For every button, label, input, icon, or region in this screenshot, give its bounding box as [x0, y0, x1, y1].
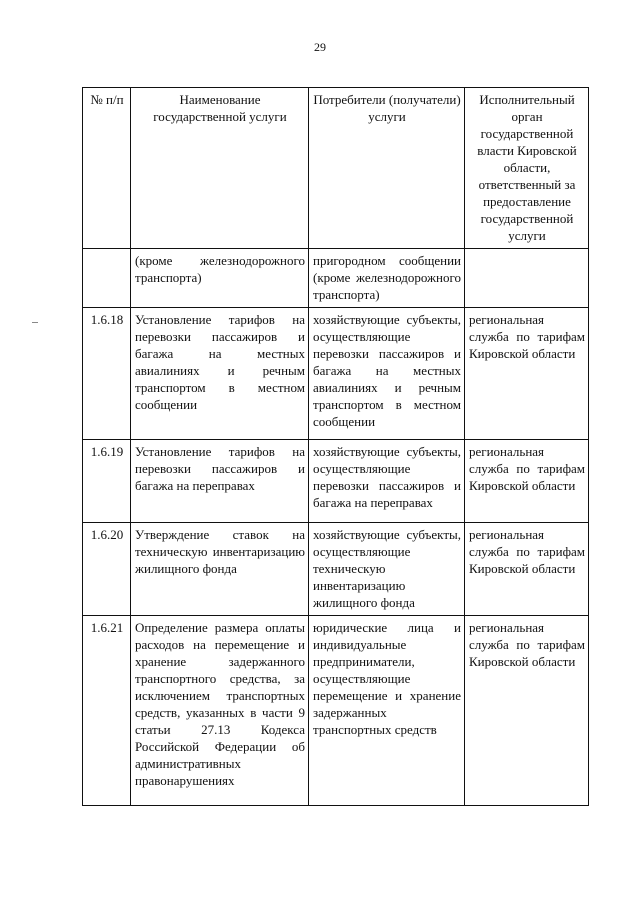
row-executive-body — [465, 249, 589, 308]
row-consumers: хозяйствующие субъекты, осуществляющие техническую инвентаризацию жилищного фонда — [309, 523, 465, 616]
table-row — [83, 249, 589, 308]
row-consumers: хозяйствующие субъекты, осуществляющие перевозки пассажиров и багажа на местных авиалиниях и речным транспортом в местном сообщении — [309, 308, 465, 440]
row-number: 1.6.21 — [83, 616, 131, 806]
services-table — [82, 87, 589, 806]
row-service-name: Установление тарифов на перевозки пассажиров и багажа на переправах — [131, 440, 309, 523]
row-service-name: Утверждение ставок на техническую инвентаризацию жилищного фонда — [131, 523, 309, 616]
row-service-name: (кроме железнодорожного транспорта) — [131, 249, 309, 308]
table-row — [83, 308, 589, 440]
margin-mark — [32, 322, 38, 323]
row-consumers: хозяйствующие субъекты, осуществляющие перевозки пассажиров и багажа на переправах — [309, 440, 465, 523]
header-consumers: Потребители (получатели) услуги — [309, 88, 465, 249]
table-row — [83, 616, 589, 806]
table-header-row — [83, 88, 589, 249]
row-executive-body: региональная служба по тарифам Кировской области — [465, 440, 589, 523]
table-row — [83, 523, 589, 616]
row-number: 1.6.19 — [83, 440, 131, 523]
header-number: № п/п — [83, 88, 131, 249]
row-service-name: Установление тарифов на перевозки пассажиров и багажа на местных авиалиниях и речным транспортом в местном сообщении — [131, 308, 309, 440]
row-service-name: Определение размера оплаты расходов на перемещение и хранение задержанного транспортного средства, за исключением транспортных средств, указанных в части 9 статьи 27.13 Кодекса Российской Федерации об административных правонарушениях — [131, 616, 309, 806]
row-consumers: пригородном сообщении (кроме железнодорожного транспорта) — [309, 249, 465, 308]
table-row — [83, 440, 589, 523]
row-executive-body: региональная служба по тарифам Кировской области — [465, 616, 589, 806]
row-executive-body: региональная служба по тарифам Кировской области — [465, 523, 589, 616]
row-number: 1.6.20 — [83, 523, 131, 616]
page-number: 29 — [314, 40, 326, 54]
row-executive-body: региональная служба по тарифам Кировской области — [465, 308, 589, 440]
header-executive-body: Исполнительный орган государственной власти Кировской области, ответственный за предоставление государственной услуги — [465, 88, 589, 249]
row-number: 1.6.18 — [83, 308, 131, 440]
row-consumers: юридические лица и индивидуальные предприниматели, осуществляющие перемещение и хранение задержанных транспортных средств — [309, 616, 465, 806]
row-number — [83, 249, 131, 308]
header-service-name: Наименование государственной услуги — [131, 88, 309, 249]
